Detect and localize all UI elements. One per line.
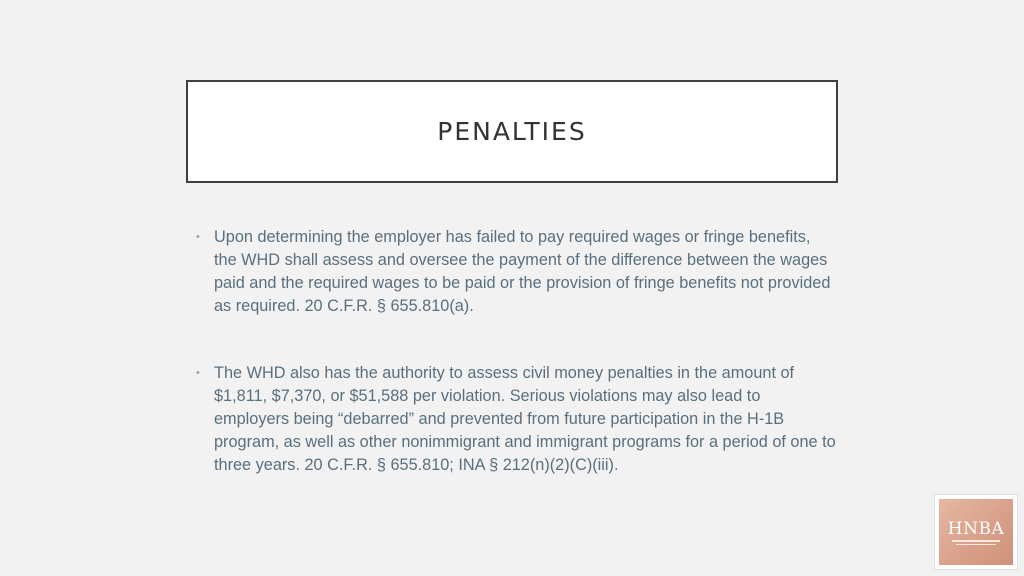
logo-mark: HNBA — [947, 518, 1005, 539]
bullet-item — [196, 226, 836, 318]
bullet-dot-icon: • — [196, 367, 200, 379]
bullet-text: Upon determining the employer has failed to pay required wages or fringe benefits, the WHD shall assess and oversee the payment of the difference between the wages paid and the required wages to be paid or the provision of fringe benefits not provided as required. 20 C.F.R. § 655.810(a). — [214, 228, 831, 315]
logo-badge — [939, 499, 1013, 565]
bullet-text: The WHD also has the authority to assess civil money penalties in the amount of $1,811, $7,370, or $51,588 per violation. Serious violations may also lead to employers being “debarred” and prevented from future participation in the H-1B program, as well as other nonimmigrant and immigrant programs for a period of one to three years. 20 C.F.R. § 655.810; INA § 212(n)(2)(C)(iii). — [214, 364, 836, 474]
bullet-dot-icon: • — [196, 231, 200, 243]
bullet-item — [196, 362, 836, 477]
bullet-list — [196, 226, 836, 477]
logo-subtitle-line — [956, 544, 996, 545]
hnba-logo — [934, 494, 1018, 570]
title-box — [186, 80, 838, 183]
logo-subtitle-line — [952, 540, 1000, 542]
slide-title: PENALTIES — [437, 117, 587, 146]
